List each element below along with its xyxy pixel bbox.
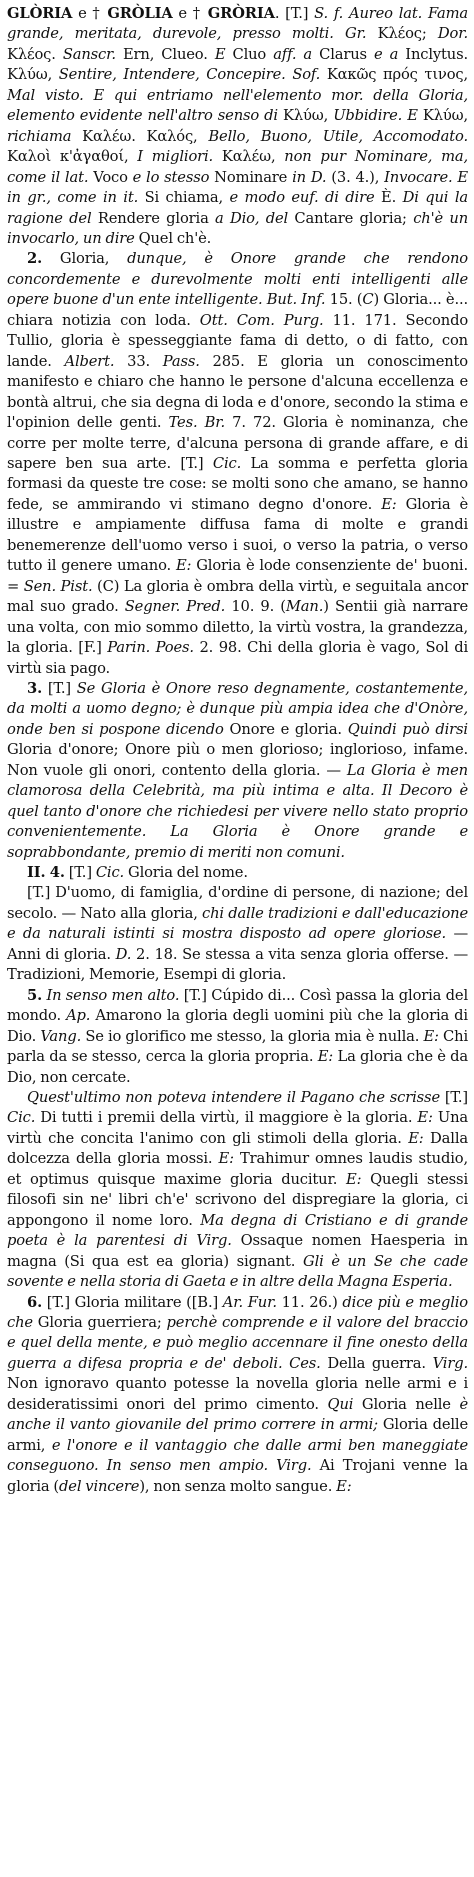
text-segment: Di tutti i premii della virtù, il maggiore è la gloria. [35, 1109, 418, 1127]
dictionary-entry-gloria [7, 4, 468, 1497]
italic-text: e modo euf. di dire [229, 189, 375, 207]
italic-text: Pass. [162, 352, 200, 370]
text-segment: Nominare [209, 168, 293, 186]
text-segment: Κλύω, [277, 107, 334, 125]
italic-text: E: [423, 1027, 439, 1045]
text-segment: [T.] [440, 1089, 469, 1107]
text-segment: È. [374, 189, 403, 207]
italic-text: I migliori. [137, 148, 214, 166]
text-segment: Una virtù che concita l'animo con gli stimoli della gloria. [7, 1109, 468, 1147]
italic-text: Mal visto. E qui entriamo nell'elemento mor. della Gloria, elemento evidente nell'altro senso di [7, 86, 468, 125]
text-segment: Ern, Clueo. [115, 45, 215, 63]
text-segment: [T.] D'uomo, di famiglia, d'ordine di persone, di nazione; del secolo. — Nato alla gloria, [7, 884, 468, 922]
italic-text: Quest'ultimo non poteva intendere il Pagano che scrisse [27, 1089, 440, 1107]
text-segment: Gloria delle armi, [7, 1416, 468, 1454]
text-segment: e † [172, 5, 208, 22]
text-segment: — Anni di gloria. [7, 925, 469, 963]
text-segment: Quegli stessi filosofi sin ne' libri ch'e' scrivono del dispregiare la gloria, ci appongono il nome loro. [7, 1170, 468, 1229]
italic-text: Cic. [212, 454, 242, 472]
italic-text: Dor. [437, 25, 468, 43]
italic-text: Cic. [7, 1109, 36, 1127]
section-number: II. 4. [27, 864, 65, 882]
text-segment: Gloria guerriera; [32, 1314, 167, 1331]
text-segment: [T.] [64, 864, 96, 882]
italic-text: Vang. [40, 1027, 82, 1045]
text-segment: 11. 26.) [276, 1293, 343, 1311]
italic-text: Bello, Buono, Utile, Accomodato. [208, 127, 468, 145]
text-segment: Καλέω. Καλός, [71, 127, 209, 145]
italic-text: Parin. Poes. [107, 639, 194, 657]
italic-text: Ap. [66, 1007, 91, 1025]
italic-text: dice più e meglio che [7, 1293, 468, 1331]
italic-text: D. [115, 945, 132, 963]
italic-text: E: [218, 1150, 234, 1168]
entry-headword-paragraph [7, 4, 468, 249]
text-segment: 10. 9. ( [225, 598, 286, 616]
text-segment: Ossaque nomen Haesperia in magna (Si qua est ea gloria) signant. [7, 1232, 468, 1270]
text-segment: Ai Trojani venne la gloria ( [7, 1457, 468, 1495]
italic-text: Invocare. E in gr., come in it. [7, 168, 468, 207]
sense-2-paragraph [7, 249, 468, 679]
italic-text: aff. a [273, 45, 313, 63]
sense-II-4-subparagraph [7, 883, 468, 985]
section-number: 6. [27, 1293, 43, 1311]
italic-text: E: [175, 557, 192, 575]
text-segment: Amarono la gloria degli uomini più che la gloria di Dio. [7, 1007, 468, 1045]
italic-text: Ubbidire. E [333, 107, 418, 125]
italic-text: E: [417, 1109, 433, 1127]
italic-text: Sanscr. [62, 45, 116, 63]
text-segment: e † [72, 5, 108, 22]
text-segment: Voco [88, 168, 133, 186]
italic-text: Sen. Pist. [23, 577, 93, 595]
italic-text: in D. [292, 168, 327, 186]
italic-text: Qui [327, 1395, 354, 1413]
italic-text: dunque, è Onore grande che rendono concordemente e durevolmente molti enti intelligenti alle opere buone d'un ente intelligente. But. Inf. [7, 250, 468, 309]
italic-text: Virg. [432, 1354, 468, 1372]
text-segment: [T.] Gloria militare ([B.] [42, 1293, 223, 1311]
italic-text: E: [408, 1129, 424, 1147]
section-number: 5. [27, 986, 43, 1004]
text-segment: 33. [114, 352, 163, 370]
text-segment: (3. 4.), [326, 168, 385, 186]
italic-text: E: [381, 495, 397, 513]
text-segment: [T.] [42, 679, 77, 697]
italic-text: Man. [285, 598, 324, 616]
text-segment: Κλύω, [417, 107, 468, 125]
text-segment: Cluo [225, 45, 274, 63]
italic-text: non pur Nominare, ma, come il lat. [7, 148, 468, 186]
text-segment: Non ignoravo quanto potesse la novella gloria nelle armi e i desideratissimi onori del primo cimento. [7, 1375, 468, 1413]
text-segment: Gloria, [42, 250, 128, 268]
italic-text: e lo stesso [132, 168, 210, 186]
text-segment: (C) La gloria è ombra della virtù, e seguitala ancor mal suo grado. [7, 577, 469, 616]
text-segment: [T.] Cúpido di... Così passa la gloria del mondo. [7, 986, 469, 1025]
text-segment: ) Gloria... è... chiara notizia con loda. [7, 291, 468, 329]
italic-text: S. f. Aureo lat. Fama grande, meritata, durevole, presso molti. Gr. [7, 5, 468, 43]
text-segment: Gloria nelle [353, 1395, 460, 1413]
text-segment: Gloria del nome. [124, 864, 248, 882]
text-segment: Gloria è illustre e ampiamente diffusa fama di molte e grandi benemerenze dell'uomo verso i suoi, o verso la patria, o verso tutto il genere umano. [7, 495, 468, 575]
text-segment: Κλέος; [366, 25, 438, 43]
italic-text: E: [317, 1048, 334, 1066]
text-segment: Gloria è lode consenziente de' buoni. = [7, 557, 468, 595]
italic-text: e a [374, 45, 399, 63]
italic-text: Ar. Fur. [222, 1293, 277, 1311]
text-segment: Κλέος. [7, 45, 63, 63]
text-segment: 15. ( [325, 291, 363, 309]
section-number: GRÒRIA [207, 5, 275, 22]
italic-text: Di qui la ragione del [7, 189, 468, 227]
text-segment: 11. 171. Secondo Tullio, gloria è spesseggiante fama di detto, o di fatto, con lande. [7, 311, 469, 370]
text-segment: 2. 98. Chi della gloria è vago, Sol di virtù sia pago. [7, 639, 468, 677]
text-segment: Καλέω, [213, 148, 285, 166]
text-segment: . [T.] [274, 5, 315, 22]
italic-text: E: [336, 1477, 352, 1495]
italic-text: richiama [7, 127, 72, 145]
italic-text: a Dio, del [215, 209, 289, 227]
italic-text: La Gloria è men clamorosa della Celebrità, ma più intima e alta. Il Decoro è quel tanto d'onore che richiedesi per vivere nello stato proprio convenientemente. La Gloria è Onore grande e soprabbondante, premio di meriti non comuni. [7, 761, 468, 861]
italic-text: Cic. [95, 864, 125, 882]
sense-3-paragraph [7, 679, 468, 863]
italic-text: e l'onore e il vantaggio che dalle armi ben maneggiate conseguono. In senso men ampio. Virg. [7, 1436, 468, 1475]
text-segment: ) Sentii già narrare una volta, con mio sommo diletto, la virtù vostra, la grandezza, la gloria. [F.] [7, 598, 468, 657]
text-segment: Rendere gloria [91, 209, 216, 227]
text-segment: Se io glorifico me stesso, la gloria mia è nulla. [81, 1027, 424, 1045]
text-segment: Cantare gloria; [288, 209, 414, 227]
text-segment: La gloria che è da Dio, non cercate. [7, 1048, 468, 1086]
italic-text: C [362, 291, 374, 309]
italic-text: Tes. Br. [168, 414, 226, 432]
italic-text: Sentire, Intendere, Concepire. Sof. [58, 66, 321, 84]
italic-text: E: [346, 1170, 362, 1188]
text-segment: 2. 18. Se stessa a vita senza gloria offerse. — Tradizioni, Memorie, Esempi di gloria. [7, 945, 468, 984]
italic-text: Ott. Com. Purg. [199, 311, 324, 329]
text-segment: Si chiama, [138, 189, 230, 207]
text-segment: Della guerra. [320, 1354, 433, 1372]
italic-text: è anche il vanto giovanile del primo correre in armi; [7, 1395, 469, 1434]
text-segment: 7. 72. Gloria è nominanza, che corre per molte terre, d'alcuna persona di grande affare, e di sapere ben sua arte. [T.] [7, 414, 468, 472]
sense-5-subparagraph [7, 1088, 468, 1293]
text-segment: Dalla dolcezza della gloria mossi. [7, 1129, 468, 1168]
italic-text: Albert. [64, 352, 115, 370]
italic-text: Gli è un Se che cade sovente e nella storia di Gaeta e in altre della Magna Esperia. [7, 1252, 468, 1291]
text-segment: Onore e gloria. [223, 720, 348, 738]
text-segment: Quel ch'è. [134, 229, 212, 247]
text-segment: Κακῶς πρός τινος, [320, 66, 468, 84]
italic-text: Quindi può dirsi [347, 720, 468, 738]
italic-text: ch'è un invocarlo, un dire [7, 209, 468, 247]
italic-text: Se Gloria è Onore reso degnamente, costantemente, da molti a uomo degno; è dunque più ampia idea che d'Onòre, onde ben si pospone dicendo [7, 679, 468, 738]
section-number: GLÒRIA [7, 5, 73, 22]
sense-5-paragraph [7, 986, 468, 1088]
text-segment: Inclytus. Κλύω, [7, 45, 469, 84]
section-number: GRÒLIA [107, 5, 173, 22]
text-segment: ), non senza molto sangue. [139, 1477, 337, 1495]
section-number: 2. [27, 250, 43, 268]
italic-text: E [214, 45, 226, 63]
sense-6-paragraph [7, 1293, 468, 1498]
text-segment: La somma e perfetta gloria formasi da queste tre cose: se molti sono che amano, se hanno fede, se ammirando vi stimano degno d'onore. [7, 454, 468, 513]
italic-text: chi dalle tradizioni e dall'educazione e da naturali istinti si mostra disposto ad opere gloriose. [7, 904, 468, 943]
italic-text: Segner. Pred. [124, 598, 226, 616]
italic-text: del vincere [59, 1477, 140, 1495]
sense-II-4-paragraph [7, 863, 468, 883]
italic-text: In senso men alto. [46, 986, 180, 1004]
text-segment: Chi parla da se stesso, cerca la gloria propria. [7, 1027, 468, 1066]
text-segment: Καλοὶ κ'ἀγαθοί, [7, 148, 138, 166]
italic-text: perchè comprende e il valore del braccio e quel della mente, e può meglio accennare il fine onesto della guerra a difesa propria e de' deboli. Ces. [7, 1314, 468, 1372]
text-segment: Trahimur omnes laudis studio, et optimus quisque maxime gloria ducitur. [7, 1150, 468, 1188]
text-segment: 285. E gloria un conoscimento manifesto e chiaro che hanno le persone d'alcuna eccellenza e bontà altrui, che sia degna di loda e d'onore, secondo la stima e l'opinion delle genti. [7, 352, 469, 432]
text-segment: Clarus [312, 45, 374, 63]
text-segment: Gloria d'onore; Onore più o men glorioso; inglorioso, infame. Non vuole gli onori, contento della gloria. — [7, 741, 468, 779]
italic-text: Ma degna di Cristiano e di grande poeta è la parentesi di Virg. [7, 1211, 468, 1250]
section-number: 3. [27, 679, 43, 697]
